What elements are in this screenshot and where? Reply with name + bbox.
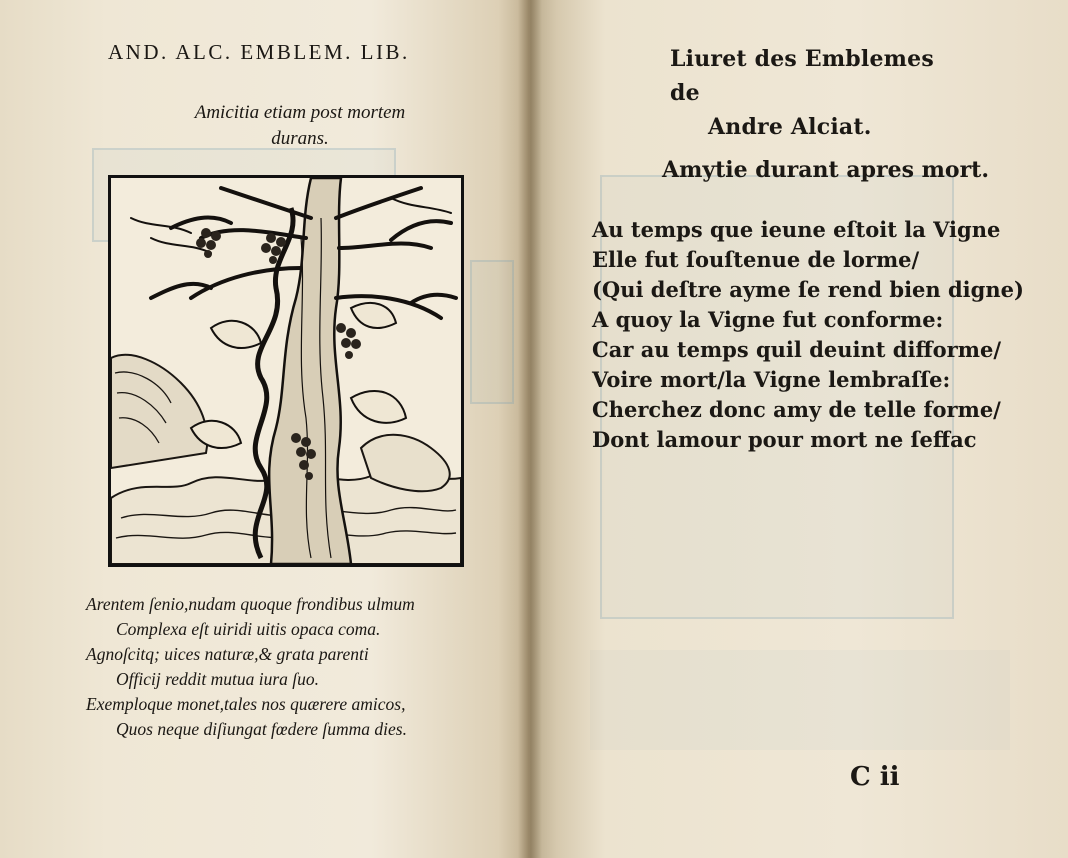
verse-line: Exemploque monet,tales nos quærere amicos, — [86, 694, 406, 714]
page-title — [670, 42, 970, 144]
verse-line: Elle fut ſouſtenue de lorme/ — [592, 247, 920, 272]
verse-line: A quoy la Vigne fut conforme: — [592, 307, 944, 332]
verse-line: Voire mort/la Vigne lembraſſe: — [592, 367, 951, 392]
verse-line: Car au temps quil deuint difforme/ — [592, 337, 1001, 362]
verse-line: Officij reddit mutua iura ſuo. — [116, 669, 320, 689]
verse-line: Agnoſcitq; uices naturæ,& grata parenti — [86, 644, 369, 664]
title-line: Liuret des Emblemes de — [670, 46, 934, 106]
running-head: AND. ALC. EMBLEM. LIB. — [108, 40, 410, 64]
show-through-ghost — [470, 260, 514, 404]
gutter — [518, 0, 542, 858]
verse-line: Arentem ſenio,nudam quoque frondibus ulmum — [86, 594, 415, 614]
verse-line: Complexa eſt uiridi uitis opaca coma. — [116, 619, 381, 639]
woodcut-illustration — [108, 175, 464, 567]
verse-line: Au temps que ieune eſtoit la Vigne — [592, 217, 1001, 242]
verse-line: Cherchez donc amy de telle forme/ — [592, 397, 1001, 422]
elm-tree-with-vine-icon — [111, 178, 461, 564]
show-through-text-ghost — [590, 650, 1010, 750]
french-verse — [592, 215, 1024, 455]
verse-line: (Qui deſtre ayme ſe rend bien digne) — [592, 277, 1024, 302]
motto-line: Amicitia etiam post mortem — [194, 102, 406, 123]
latin-verse — [86, 592, 506, 742]
motto-line: durans. — [271, 128, 329, 149]
title-line: Andre Alciat. — [708, 114, 872, 140]
verse-line: Quos neque diſiungat fœdere ſumma dies. — [116, 719, 407, 739]
signature-mark: C ii — [850, 762, 900, 792]
emblem-motto — [150, 100, 450, 152]
emblem-heading: Amytie durant apres mort. — [662, 157, 989, 183]
verse-line: Dont lamour pour mort ne ſeffac — [592, 427, 977, 452]
